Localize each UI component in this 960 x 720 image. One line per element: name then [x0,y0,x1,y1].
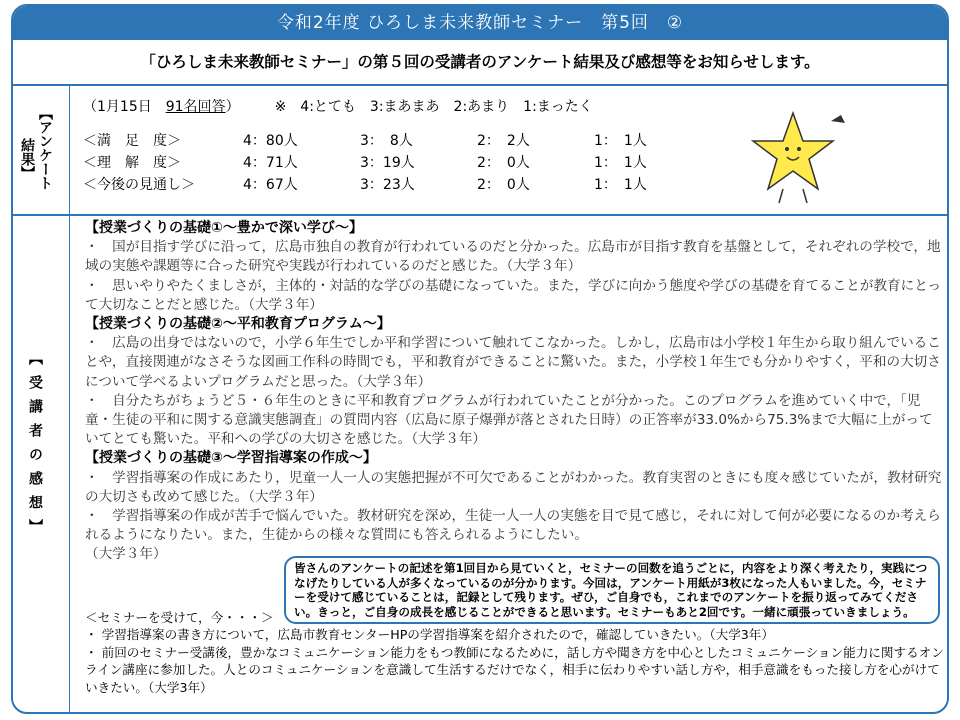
survey-header [83,96,711,118]
after-item: ・ 学習指導案の書き方について，広島市教育センターHPの学習指導案を紹介されたので，確認していきたい。（大学3年） [85,627,774,643]
comment-item: ・ 学習指導案の作成にあたり，児童一人一人の実態把握が不可欠であることがわかった。教育実習のときにも度々感じていたが，教材研究の大切さも改めて感じた。（大学３年） [85,469,942,505]
survey-close: ） [225,99,233,115]
comment-item: ・ 広島の出身ではないので，小学６年生でしか平和学習について触れてこなかった。しかし，広島市は小学校１年生から取り組んでいることや，直接関連がなさそうな図画工作科の時間でも，平和教育ができることに驚いた。また，小学校１年生でも分かりやすく，平和の大切さについて学べるよいプログラムだと思った。（大学３年） [85,335,941,390]
value-4: 4：71人 [243,155,298,171]
survey-section-label-2: 結果】 [19,138,35,180]
after-item: ・ 前回のセミナー受講後，豊かなコミュニケーション能力をもつ教師になるために，話し方や聞き方を中心としたコミュニケーション能力に関するオンライン講座に参加した。人とのコミュニケーションを意識して生活するだけでなく，相手に伝わりやすい話し方や，相手意識をもった接し方を心がけていきたい。（大学3年） [85,644,944,695]
value-4: 4：67人 [243,177,298,193]
comment-item-tail: （大学３年） [85,546,167,563]
row-label: ＜今後の見通し＞ [83,177,195,193]
survey-label-part1: 【アンケ [37,106,53,162]
section-divider [13,214,947,216]
value-2: 2： 0人 [477,177,530,193]
comment-item: ・ 学習指導案の作成が苦手で悩んでいた。教材研究を深め，生徒一人一人の実態を目で見て感じ，それに対して何が必要になるのか考えられるようになりたい。また，生徒からの様々な質問にも答えられるようにしたい。 [85,508,941,544]
survey-row [83,174,711,196]
comment-item: ・ 自分たちがちょうど５・６年生のときに平和教育プログラムが行われていたことが分かった。このプログラムを進めていく中で，「児童・生徒の平和に関する意識実態調査」の質問内容（広島に原子爆弾が落とされた日時）の正答率が33.0%から75.3%まで大幅に上がっていてとても驚いた。平和への学びの大切さを感じた。（大学３年） [85,392,933,448]
comments-list [85,219,945,565]
after-heading: ＜セミナーを受けて，今・・・＞ [85,610,274,625]
value-3: 3：23人 [360,177,415,193]
value-2: 2： 2人 [477,133,530,149]
value-4: 4：80人 [243,133,298,149]
survey-results [83,96,711,196]
survey-section-label [35,106,55,190]
row-label: ＜満 足 度＞ [83,133,181,149]
survey-label-part2: ート [37,162,53,190]
page-title: 令和2年度 ひろしま未来教師セミナー 第5回 ② [13,6,947,40]
intro-text: 「ひろしま未来教師セミナー」の第５回の受講者のアンケート結果及び感想等をお知らせします。 [13,40,947,86]
comments-section-label: 【受講者の感想】 [27,351,43,543]
value-1: 1： 1人 [594,133,647,149]
callout-box: 皆さんのアンケートの記述を第1回目から見ていくと，セミナーの回数を追うごとに，内容をより深く考えたり，実践につなげたりしている人が多くなっているのが分かります。今回は，アンケート用紙が3枚になった人もいました。今，セミナーを受けて感じていることは，記録として残ります。ぜひ，ご自身でも，これまでのアンケートを振り返ってみてください。きっと，ご自身の成長を感じることができると思います。セミナーもあと2回です。一緒に頑張っていきましょう。 [284,556,940,624]
value-1: 1： 1人 [594,155,647,171]
survey-row [83,130,711,152]
value-2: 2： 0人 [477,155,530,171]
survey-legend: ※ 4:とても 3:まあまあ 2:あまり 1:まったく [274,99,593,115]
page-frame [11,4,949,714]
row-label: ＜理 解 度＞ [83,155,181,171]
section-heading: 【授業づくりの基礎①～豊かで深い学び～】 [85,220,363,236]
value-1: 1： 1人 [594,177,647,193]
value-3: 3：19人 [360,155,415,171]
section-heading: 【授業づくりの基礎②～平和教育プログラム～】 [85,316,391,333]
survey-row [83,152,711,174]
comment-item: ・ 思いやりやたくましさが，主体的・対話的な学びの基礎になっていた。また，学びに向かう態度や学びの基礎を育てることが教育にとって大切なことだと感じた。（大学３年） [85,277,942,313]
star-mascot-icon [743,101,853,211]
survey-count: 91名回答 [165,99,226,115]
survey-date: （1月15日 [83,99,152,115]
comment-item: ・ 国が目指す学びに沿って，広島市独自の教育が行われているのだと分かった。広島市が目指す教育を基盤として，それぞれの学校で，地域の実態や課題等に合った研究や実践が行われているのだと感じた。（大学３年） [85,239,941,275]
after-seminar-section [85,609,945,696]
value-3: 3： 8人 [360,133,413,149]
section-heading: 【授業づくりの基礎③～学習指導案の作成～】 [85,450,377,467]
